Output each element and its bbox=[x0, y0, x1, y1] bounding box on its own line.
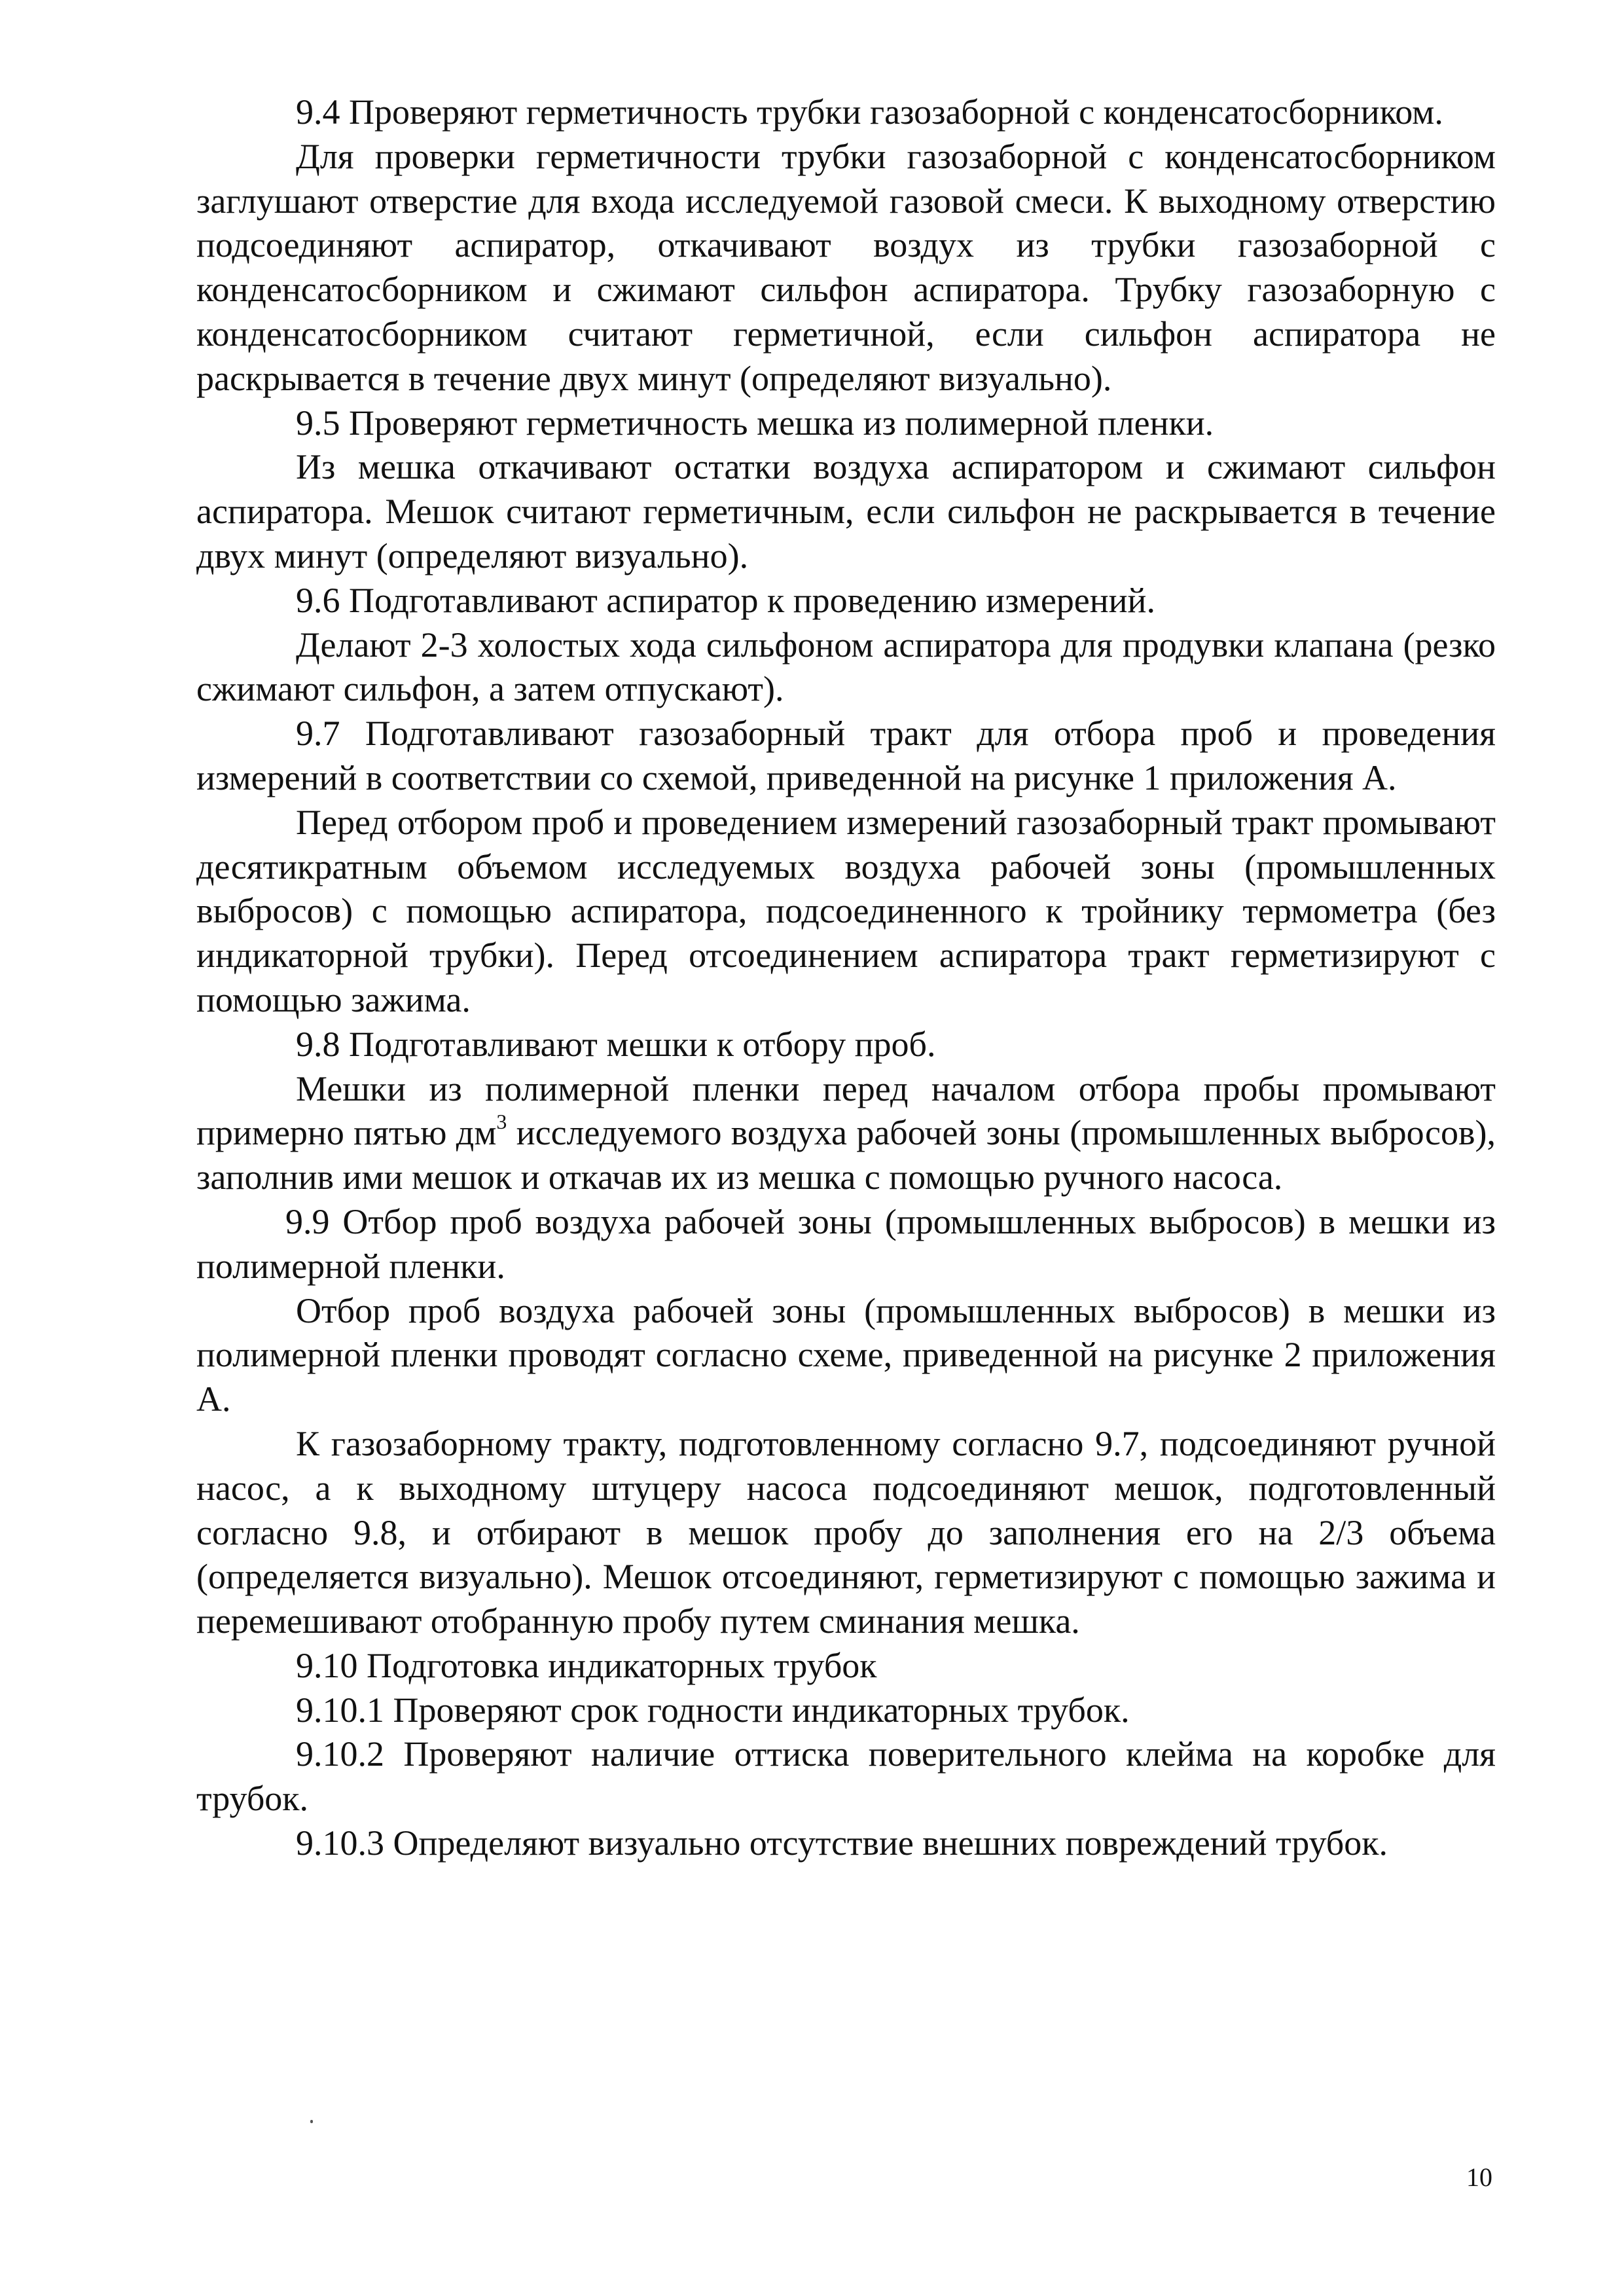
paragraph-9-9-procedure: К газозаборному тракту, подготовленному согласно 9.7, подсоединяют ручной насос, а к выходному штуцеру насоса подсоединяют мешок, подготовленный согласно 9.8, и отбирают в мешок пробу до заполнения его на 2/3 объема (определяется визуально). Мешок отсоединяют, герметизируют с помощью зажима и перемешивают отобранную пробу путем сминания мешка. bbox=[196, 1423, 1496, 1641]
mesh-text-after-unit: исследуемого воздуха рабочей зоны (промышленных выбросов), заполнив ими мешок и откачав их из мешка с помощью ручного насоса. bbox=[196, 1113, 1496, 1197]
paragraph-9-8: 9.8 Подготавливают мешки к отбору проб. bbox=[296, 1024, 936, 1064]
paragraph-9-7: 9.7 Подготавливают газозаборный тракт для отбора проб и проведения измерений в соответствии со схемой, приведенной на рисунке 1 приложения А. bbox=[196, 714, 1496, 797]
paragraph-9-9: 9.9 Отбор проб воздуха рабочей зоны (промышленных выбросов) в мешки из полимерной пленки. bbox=[196, 1201, 1496, 1286]
document-body bbox=[196, 90, 1496, 1866]
paragraph-9-5-text: Из мешка откачивают остатки воздуха аспиратором и сжимают сильфон аспиратора. Мешок считают герметичным, если сильфон не раскрывается в течение двух минут (определяют визуально). bbox=[196, 447, 1496, 575]
paragraph-9-6: 9.6 Подготавливают аспиратор к проведению измерений. bbox=[296, 580, 1155, 620]
page-number: 10 bbox=[1466, 2162, 1492, 2192]
paragraph-9-8-text bbox=[196, 1067, 1496, 1200]
paragraph-9-4-text: Для проверки герметичности трубки газозаборной с конденсатосборником заглушают отверстие для входа исследуемой газовой смеси. К выходному отверстию подсоединяют аспиратор, откачивают воздух из трубки газозаборной с конденсатосборником и сжимают сильфон аспиратора. Трубку газозаборную с конденсатосборником считают герметичной, если сильфон аспиратора не раскрывается в течение двух минут (определяют визуально). bbox=[196, 136, 1496, 398]
paragraph-9-10-3: 9.10.3 Определяют визуально отсутствие внешних повреждений трубок. bbox=[296, 1823, 1388, 1863]
scan-speck bbox=[310, 2120, 313, 2123]
mesh-text-before-unit: Мешки из полимерной пленки перед началом отбора пробы промывают примерно пятью дм bbox=[196, 1068, 1496, 1153]
paragraph-9-9-text: Отбор проб воздуха рабочей зоны (промышленных выбросов) в мешки из полимерной пленки проводят согласно схеме, приведенной на рисунке 2 приложения А. bbox=[196, 1290, 1496, 1419]
paragraph-9-10: 9.10 Подготовка индикаторных трубок bbox=[296, 1645, 877, 1685]
paragraph-9-6-text: Делают 2-3 холостых хода сильфоном аспиратора для продувки клапана (резко сжимают сильфон, а затем отпускают). bbox=[196, 625, 1496, 709]
paragraph-9-4: 9.4 Проверяют герметичность трубки газозаборной с конденсатосборником. bbox=[296, 92, 1443, 132]
unit-exponent: 3 bbox=[496, 1110, 507, 1134]
paragraph-9-5: 9.5 Проверяют герметичность мешка из полимерной пленки. bbox=[296, 403, 1214, 443]
paragraph-9-7-text: Перед отбором проб и проведением измерений газозаборный тракт промывают десятикратным объемом исследуемых воздуха рабочей зоны (промышленных выбросов) с помощью аспиратора, подсоединенного к тройнику термометра (без индикаторной трубки). Перед отсоединением аспиратора тракт герметизируют с помощью зажима. bbox=[196, 802, 1496, 1019]
paragraph-9-10-2: 9.10.2 Проверяют наличие оттиска поверительного клейма на коробке для трубок. bbox=[196, 1734, 1496, 1819]
paragraph-9-10-1: 9.10.1 Проверяют срок годности индикаторных трубок. bbox=[296, 1690, 1130, 1730]
